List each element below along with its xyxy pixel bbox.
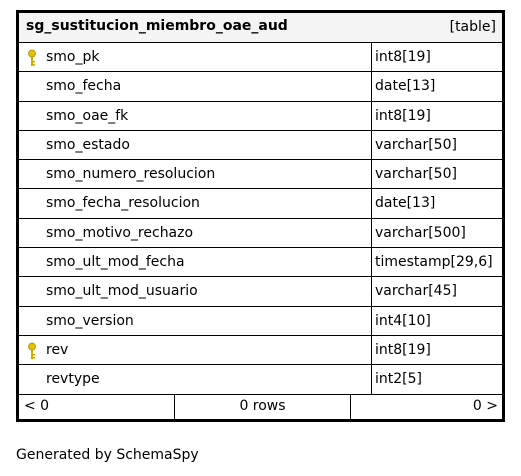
column-type: int8[19]	[375, 341, 431, 358]
column-name-cell	[19, 307, 372, 335]
column-type: timestamp[29,6]	[375, 254, 493, 271]
column-row	[19, 102, 502, 131]
column-type: int4[10]	[375, 312, 431, 329]
column-type: varchar[45]	[375, 283, 457, 300]
column-name-cell	[19, 160, 372, 188]
column-name-cell	[19, 189, 372, 217]
column-type: int8[19]	[375, 107, 431, 124]
column-name: smo_oae_fk	[46, 107, 129, 124]
column-type-cell	[372, 189, 502, 217]
row-count: 0 rows	[239, 398, 286, 414]
column-type: int8[19]	[375, 49, 431, 65]
children-count-cell	[351, 395, 502, 419]
column-name-cell	[19, 43, 372, 71]
column-type-cell	[372, 307, 502, 335]
generator-credit: Generated by SchemaSpy	[16, 447, 199, 463]
column-row	[19, 160, 502, 189]
column-name: smo_motivo_rechazo	[46, 224, 194, 241]
column-type-cell	[372, 365, 502, 393]
table-kind-label: [table]	[449, 19, 496, 35]
column-type-cell	[372, 102, 502, 130]
column-type: int2[5]	[375, 371, 422, 388]
column-name: smo_fecha_resolucion	[46, 195, 200, 212]
parents-count-cell	[19, 395, 175, 419]
table-entity	[16, 10, 505, 422]
column-name: smo_ult_mod_fecha	[46, 254, 185, 271]
column-name-cell	[19, 336, 372, 364]
column-name-cell	[19, 277, 372, 305]
column-type: varchar[50]	[375, 136, 457, 153]
column-row	[19, 43, 502, 72]
children-count: 0 >	[472, 398, 498, 414]
parents-count: < 0	[24, 398, 50, 414]
column-name: smo_pk	[46, 49, 100, 65]
column-name-cell	[19, 248, 372, 276]
column-row	[19, 336, 502, 365]
column-type-cell	[372, 248, 502, 276]
column-type-cell	[372, 72, 502, 100]
column-type-cell	[372, 219, 502, 247]
primary-key-icon	[27, 49, 37, 67]
column-name: smo_fecha	[46, 78, 122, 95]
column-name-cell	[19, 131, 372, 159]
column-type: date[13]	[375, 195, 436, 212]
row-count-cell	[175, 395, 351, 419]
column-type-cell	[372, 277, 502, 305]
column-type-cell	[372, 43, 502, 71]
column-row	[19, 131, 502, 160]
table-footer	[19, 395, 502, 419]
column-name: rev	[46, 341, 69, 358]
table-name: sg_sustitucion_miembro_oae_aud	[26, 18, 288, 34]
column-name-cell	[19, 72, 372, 100]
column-type-cell	[372, 160, 502, 188]
column-type: varchar[50]	[375, 166, 457, 183]
column-name: revtype	[46, 371, 100, 388]
primary-key-icon	[27, 342, 37, 360]
column-name: smo_numero_resolucion	[46, 166, 216, 183]
column-name: smo_version	[46, 312, 134, 329]
table-header	[19, 13, 502, 43]
column-list	[19, 43, 502, 395]
column-name-cell	[19, 102, 372, 130]
column-type: varchar[500]	[375, 224, 466, 241]
column-name-cell	[19, 219, 372, 247]
column-row	[19, 72, 502, 101]
column-name: smo_ult_mod_usuario	[46, 283, 198, 300]
column-row	[19, 277, 502, 306]
column-row	[19, 248, 502, 277]
column-name: smo_estado	[46, 136, 130, 153]
column-type-cell	[372, 131, 502, 159]
column-name-cell	[19, 365, 372, 393]
column-row	[19, 365, 502, 394]
column-row	[19, 219, 502, 248]
column-row	[19, 307, 502, 336]
column-type: date[13]	[375, 78, 436, 95]
column-row	[19, 189, 502, 218]
column-type-cell	[372, 336, 502, 364]
